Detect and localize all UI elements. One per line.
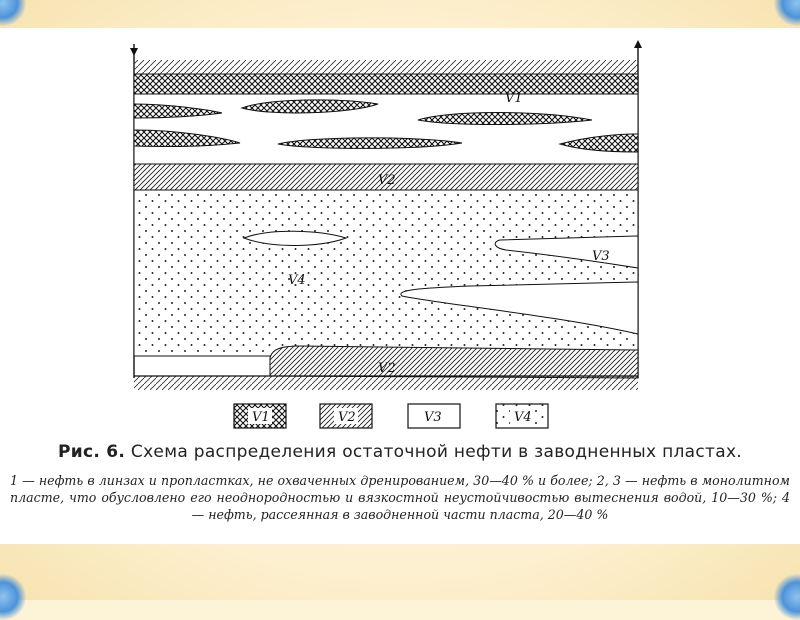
legend-label-v1: V1 bbox=[252, 410, 270, 425]
legend-label-v3: V3 bbox=[424, 410, 442, 425]
caption-prefix: Рис. 6. bbox=[57, 442, 126, 462]
label-v1: V1 bbox=[505, 91, 523, 106]
caption-title: Схема распределения остаточной нефти в заводненных пластах. bbox=[130, 442, 743, 462]
flooded-zone-v4 bbox=[134, 190, 638, 356]
legend-label-v2: V2 bbox=[338, 410, 356, 425]
overburden-hatch bbox=[134, 60, 638, 74]
upper-interlayer-zone bbox=[134, 94, 638, 164]
figure-description: 1 — нефть в линзах и пропластках, не охваченных дренированием, 30—40 % и более; 2, 3 — нефть в монолитном пласте, что обусловлено его неоднородностью и вязкостной неустойчивостью вытеснения водой, 10—30 %; 4 — нефть, рассеянная в заводненной части пласта, 20—40 % bbox=[10, 473, 790, 522]
oil-bed-v2-bottom bbox=[270, 346, 638, 378]
figure-caption bbox=[0, 442, 800, 462]
legend-label-v4: V4 bbox=[514, 410, 532, 425]
label-v3: V3 bbox=[592, 249, 610, 264]
label-v4: V4 bbox=[288, 273, 306, 288]
underburden-hatch bbox=[134, 376, 638, 390]
oil-bed-v1-top bbox=[134, 74, 638, 94]
label-v2-bottom: V2 bbox=[378, 361, 396, 376]
legend bbox=[234, 404, 548, 428]
label-v2-top: V2 bbox=[378, 173, 396, 188]
